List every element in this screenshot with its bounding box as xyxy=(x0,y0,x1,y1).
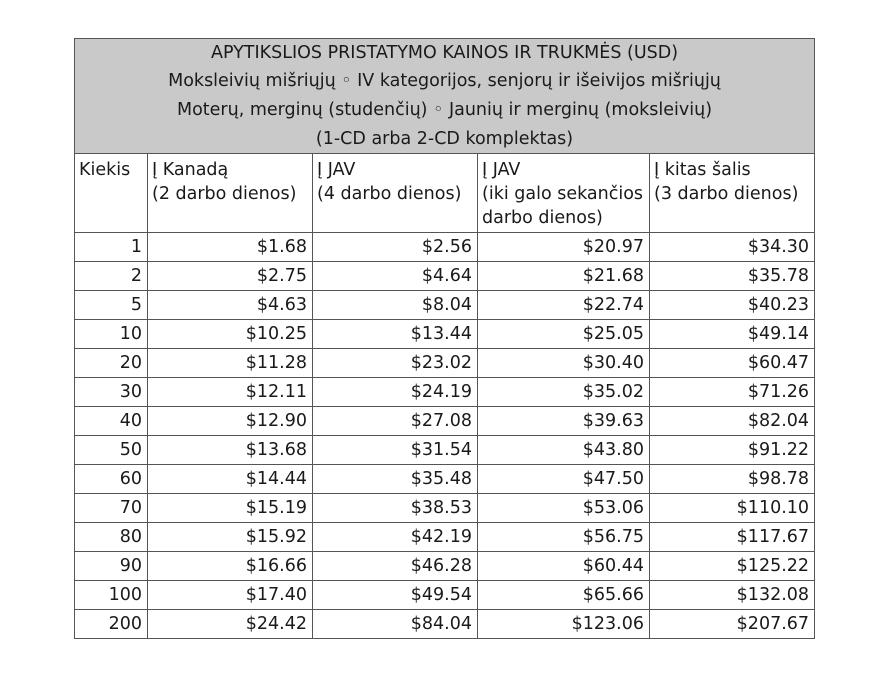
price-other-cell: $117.67 xyxy=(650,523,815,552)
price-other-cell: $71.26 xyxy=(650,378,815,407)
table-row xyxy=(75,320,815,349)
table-row xyxy=(75,349,815,378)
quantity-cell: 60 xyxy=(75,465,148,494)
price-usa-express-cell: $22.74 xyxy=(478,291,650,320)
price-other-cell: $35.78 xyxy=(650,262,815,291)
table-row xyxy=(75,291,815,320)
price-usa-cell: $46.28 xyxy=(313,552,478,581)
price-other-cell: $60.47 xyxy=(650,349,815,378)
table-row xyxy=(75,233,815,262)
price-usa-express-cell: $20.97 xyxy=(478,233,650,262)
price-usa-cell: $23.02 xyxy=(313,349,478,378)
price-usa-express-cell: $56.75 xyxy=(478,523,650,552)
column-header-canada xyxy=(148,154,313,233)
table-row xyxy=(75,552,815,581)
price-other-cell: $98.78 xyxy=(650,465,815,494)
price-usa-cell: $13.44 xyxy=(313,320,478,349)
column-header-line: Į Kanadą xyxy=(152,160,229,180)
table-row xyxy=(75,465,815,494)
column-header-line: (4 darbo dienos) xyxy=(317,184,462,204)
column-header-row xyxy=(75,154,815,233)
price-usa-express-cell: $53.06 xyxy=(478,494,650,523)
price-usa-express-cell: $60.44 xyxy=(478,552,650,581)
column-header-line: (3 darbo dienos) xyxy=(654,184,799,204)
price-canada-cell: $1.68 xyxy=(148,233,313,262)
table-subtitle-row-3 xyxy=(75,125,815,154)
table-subtitle-3: (1-CD arba 2-CD komplektas) xyxy=(75,125,815,154)
price-usa-cell: $4.64 xyxy=(313,262,478,291)
price-other-cell: $207.67 xyxy=(650,610,815,639)
price-canada-cell: $10.25 xyxy=(148,320,313,349)
price-other-cell: $49.14 xyxy=(650,320,815,349)
price-usa-cell: $8.04 xyxy=(313,291,478,320)
column-header-line: Į kitas šalis xyxy=(654,160,751,180)
quantity-cell: 10 xyxy=(75,320,148,349)
table-row xyxy=(75,581,815,610)
price-canada-cell: $15.19 xyxy=(148,494,313,523)
price-usa-express-cell: $35.02 xyxy=(478,378,650,407)
column-header-quantity xyxy=(75,154,148,233)
column-header-line: Į JAV xyxy=(482,160,521,180)
quantity-cell: 2 xyxy=(75,262,148,291)
price-usa-express-cell: $43.80 xyxy=(478,436,650,465)
price-other-cell: $125.22 xyxy=(650,552,815,581)
price-canada-cell: $16.66 xyxy=(148,552,313,581)
price-usa-cell: $24.19 xyxy=(313,378,478,407)
price-canada-cell: $13.68 xyxy=(148,436,313,465)
price-other-cell: $91.22 xyxy=(650,436,815,465)
price-usa-cell: $31.54 xyxy=(313,436,478,465)
price-other-cell: $40.23 xyxy=(650,291,815,320)
table-row xyxy=(75,610,815,639)
table-row xyxy=(75,436,815,465)
price-canada-cell: $2.75 xyxy=(148,262,313,291)
column-header-line: (2 darbo dienos) xyxy=(152,184,297,204)
column-header-line: Kiekis xyxy=(79,160,131,180)
quantity-cell: 1 xyxy=(75,233,148,262)
price-canada-cell: $24.42 xyxy=(148,610,313,639)
price-canada-cell: $11.28 xyxy=(148,349,313,378)
quantity-cell: 5 xyxy=(75,291,148,320)
column-header-usa xyxy=(313,154,478,233)
quantity-cell: 30 xyxy=(75,378,148,407)
price-usa-cell: $35.48 xyxy=(313,465,478,494)
price-usa-cell: $27.08 xyxy=(313,407,478,436)
price-other-cell: $34.30 xyxy=(650,233,815,262)
quantity-cell: 70 xyxy=(75,494,148,523)
price-usa-express-cell: $25.05 xyxy=(478,320,650,349)
price-canada-cell: $12.11 xyxy=(148,378,313,407)
column-header-usa-express xyxy=(478,154,650,233)
price-canada-cell: $4.63 xyxy=(148,291,313,320)
price-usa-cell: $84.04 xyxy=(313,610,478,639)
column-header-line: darbo dienos) xyxy=(482,208,603,228)
price-usa-express-cell: $39.63 xyxy=(478,407,650,436)
table-title-row xyxy=(75,39,815,68)
price-usa-express-cell: $65.66 xyxy=(478,581,650,610)
table-subtitle-1: Moksleivių mišriųjų ◦ IV kategorijos, senjorų ir išeivijos mišriųjų xyxy=(75,67,815,96)
table-row xyxy=(75,407,815,436)
quantity-cell: 50 xyxy=(75,436,148,465)
price-other-cell: $110.10 xyxy=(650,494,815,523)
table-title: APYTIKSLIOS PRISTATYMO KAINOS IR TRUKMĖS (USD) xyxy=(75,39,815,68)
quantity-cell: 100 xyxy=(75,581,148,610)
price-usa-express-cell: $123.06 xyxy=(478,610,650,639)
quantity-cell: 200 xyxy=(75,610,148,639)
table-row xyxy=(75,262,815,291)
quantity-cell: 90 xyxy=(75,552,148,581)
pricing-table xyxy=(74,38,815,639)
price-usa-cell: $49.54 xyxy=(313,581,478,610)
price-canada-cell: $12.90 xyxy=(148,407,313,436)
quantity-cell: 80 xyxy=(75,523,148,552)
table-subtitle-row-1 xyxy=(75,67,815,96)
price-usa-cell: $38.53 xyxy=(313,494,478,523)
price-usa-cell: $2.56 xyxy=(313,233,478,262)
column-header-other-countries xyxy=(650,154,815,233)
price-other-cell: $82.04 xyxy=(650,407,815,436)
price-canada-cell: $17.40 xyxy=(148,581,313,610)
price-canada-cell: $15.92 xyxy=(148,523,313,552)
price-usa-express-cell: $47.50 xyxy=(478,465,650,494)
table-row xyxy=(75,523,815,552)
column-header-line: Į JAV xyxy=(317,160,356,180)
price-canada-cell: $14.44 xyxy=(148,465,313,494)
table-row xyxy=(75,378,815,407)
quantity-cell: 40 xyxy=(75,407,148,436)
column-header-line: (iki galo sekančios xyxy=(482,184,644,204)
quantity-cell: 20 xyxy=(75,349,148,378)
table-row xyxy=(75,494,815,523)
table-subtitle-2: Moterų, merginų (studenčių) ◦ Jaunių ir merginų (moksleivių) xyxy=(75,96,815,125)
pricing-table-container xyxy=(74,38,814,639)
table-subtitle-row-2 xyxy=(75,96,815,125)
price-other-cell: $132.08 xyxy=(650,581,815,610)
price-usa-cell: $42.19 xyxy=(313,523,478,552)
price-usa-express-cell: $30.40 xyxy=(478,349,650,378)
price-usa-express-cell: $21.68 xyxy=(478,262,650,291)
